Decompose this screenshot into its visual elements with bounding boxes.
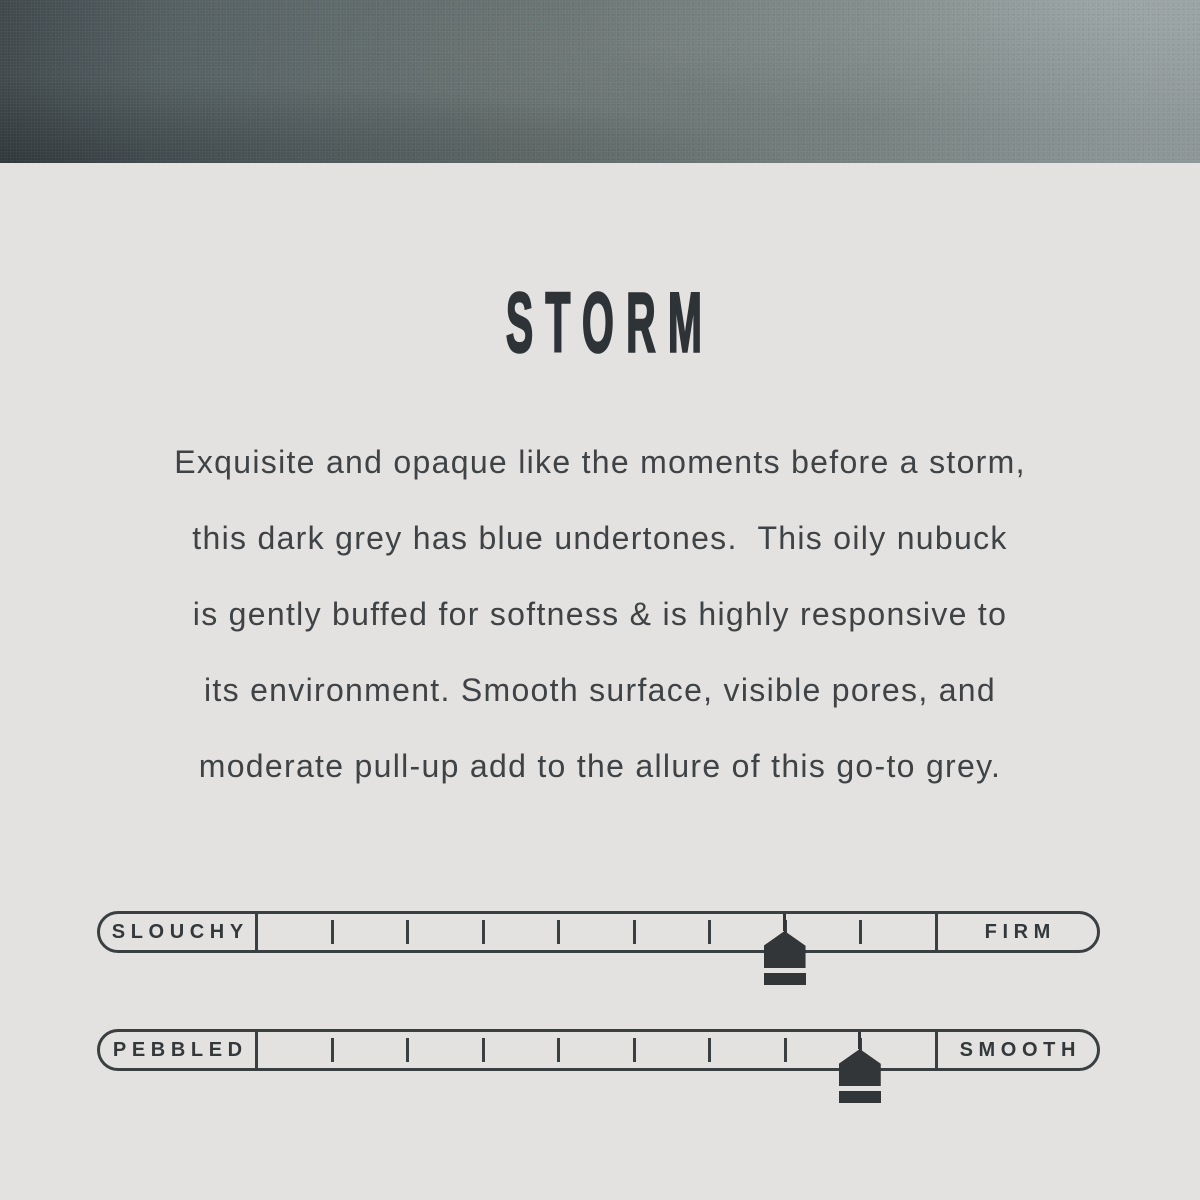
scale-label-smooth: SMOOTH <box>959 1038 1081 1061</box>
scale-tick <box>482 1038 485 1062</box>
marker-arrow <box>764 931 806 968</box>
texture-scale-right-cap <box>935 1032 1097 1068</box>
product-description <box>0 424 1200 804</box>
marker-base <box>839 1091 881 1103</box>
marker-tick <box>858 1032 861 1049</box>
firmness-scale <box>97 911 1100 953</box>
scale-label-pebbled: PEBBLED <box>112 1038 248 1061</box>
scale-tick <box>708 920 711 944</box>
texture-marker-icon <box>839 1032 881 1103</box>
firmness-scale-right-cap <box>935 914 1097 950</box>
description-line: this dark grey has blue undertones. This oily nubuck <box>192 520 1008 556</box>
leather-swatch-image <box>0 0 1200 163</box>
description-line: is gently buffed for softness & is highly responsive to <box>192 596 1008 632</box>
scale-tick <box>557 920 560 944</box>
scale-tick <box>406 1038 409 1062</box>
scale-tick <box>331 1038 334 1062</box>
scale-tick <box>406 920 409 944</box>
scale-tick <box>633 920 636 944</box>
scale-tick <box>633 1038 636 1062</box>
marker-tick <box>783 914 786 931</box>
scale-tick <box>859 920 862 944</box>
firmness-scale-left-cap <box>100 914 258 950</box>
scale-tick <box>331 920 334 944</box>
scale-tick <box>482 920 485 944</box>
marker-arrow <box>839 1049 881 1086</box>
title-row <box>0 274 1200 370</box>
firmness-marker-icon <box>764 914 806 985</box>
marker-base <box>764 973 806 985</box>
texture-scale <box>97 1029 1100 1071</box>
description-line: moderate pull-up add to the allure of this go-to grey. <box>198 748 1002 784</box>
description-line: Exquisite and opaque like the moments before a storm, <box>174 444 1026 480</box>
page-title: STORM <box>505 274 715 370</box>
texture-scale-left-cap <box>100 1032 258 1068</box>
description-line: its environment. Smooth surface, visible pores, and <box>204 672 996 708</box>
texture-scale-track <box>258 1032 935 1068</box>
firmness-scale-track <box>258 914 935 950</box>
scale-tick <box>708 1038 711 1062</box>
scale-tick <box>784 1038 787 1062</box>
scale-tick <box>557 1038 560 1062</box>
scale-label-firm: FIRM <box>984 920 1056 943</box>
scale-label-slouchy: SLOUCHY <box>111 920 249 943</box>
